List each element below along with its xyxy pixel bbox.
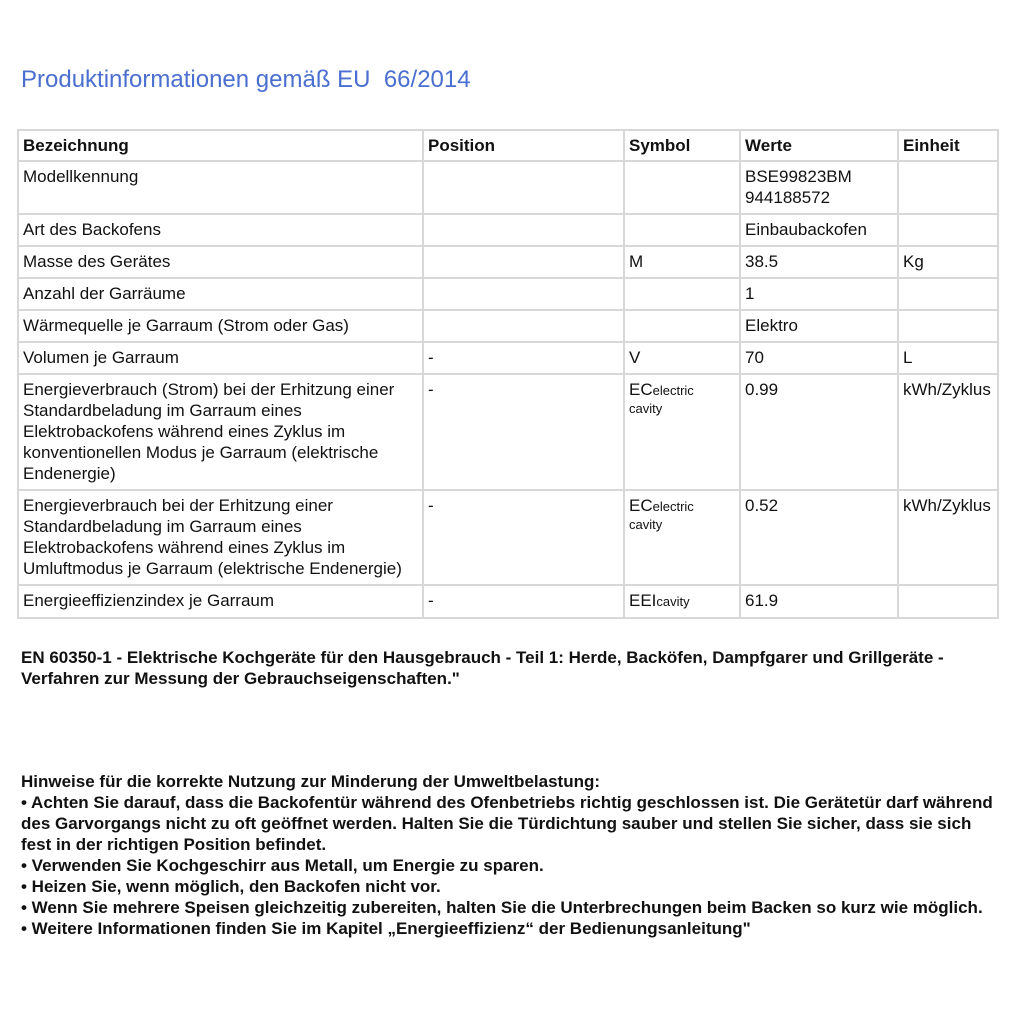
cell-unit [898, 585, 998, 618]
cell-unit [898, 310, 998, 342]
cell-position: - [423, 374, 624, 490]
cell-value: 61.9 [740, 585, 898, 618]
cell-designation: Energieverbrauch (Strom) bei der Erhitzung einer Standardbeladung im Garraum eines Elektrobackofens während eines Zyklus im konventionellen Modus je Garraum (elektrische Endenergie) [18, 374, 423, 490]
cell-value: Elektro [740, 310, 898, 342]
cell-symbol [624, 374, 740, 490]
header-unit: Einheit [898, 130, 998, 161]
cell-symbol: V [624, 342, 740, 374]
cell-position [423, 246, 624, 278]
cell-value: 1 [740, 278, 898, 310]
cell-symbol [624, 585, 740, 618]
cell-value [740, 161, 898, 214]
symbol-subscript: cavity [629, 401, 663, 416]
table-row [18, 161, 998, 214]
cell-unit: Kg [898, 246, 998, 278]
value-model-number: BSE99823BM [745, 167, 852, 186]
header-designation: Bezeichnung [18, 130, 423, 161]
header-symbol: Symbol [624, 130, 740, 161]
table-row [18, 310, 998, 342]
cell-value: 70 [740, 342, 898, 374]
table-row [18, 374, 998, 490]
header-values: Werte [740, 130, 898, 161]
table-row [18, 214, 998, 246]
symbol-subscript: cavity [629, 517, 663, 532]
table-row [18, 246, 998, 278]
cell-position: - [423, 490, 624, 585]
cell-symbol [624, 490, 740, 585]
hint-item: • Heizen Sie, wenn möglich, den Backofen nicht vor. [21, 877, 441, 896]
cell-value: Einbaubackofen [740, 214, 898, 246]
cell-position [423, 214, 624, 246]
cell-designation: Energieverbrauch bei der Erhitzung einer Standardbeladung im Garraum eines Elektrobackofens während eines Zyklus im Umluftmodus je Garraum (elektrische Endenergie) [18, 490, 423, 585]
cell-symbol [624, 278, 740, 310]
product-info-table [17, 129, 999, 619]
symbol-subscript: electric [652, 383, 694, 398]
cell-designation: Anzahl der Garräume [18, 278, 423, 310]
hint-item: • Weitere Informationen finden Sie im Kapitel „Energieeffizienz“ der Bedienungsanleitung" [21, 919, 751, 938]
symbol-main: EC [629, 496, 653, 515]
usage-hints [21, 771, 996, 939]
cell-unit: kWh/Zyklus [898, 490, 998, 585]
cell-symbol [624, 161, 740, 214]
cell-position: - [423, 342, 624, 374]
standard-reference-note: EN 60350-1 - Elektrische Kochgeräte für den Hausgebrauch - Teil 1: Herde, Backöfen, Dampfgarer und Grillgeräte - Verfahren zur Messung der Gebrauchseigenschaften." [21, 648, 944, 688]
cell-position [423, 161, 624, 214]
cell-designation: Modellkennung [18, 161, 423, 214]
cell-designation: Masse des Gerätes [18, 246, 423, 278]
cell-symbol [624, 310, 740, 342]
cell-unit: L [898, 342, 998, 374]
cell-designation: Volumen je Garraum [18, 342, 423, 374]
cell-position: - [423, 585, 624, 618]
symbol-main: EC [629, 380, 653, 399]
hint-item: • Verwenden Sie Kochgeschirr aus Metall, um Energie zu sparen. [21, 856, 544, 875]
table-row [18, 342, 998, 374]
table-row [18, 278, 998, 310]
hints-heading: Hinweise für die korrekte Nutzung zur Minderung der Umweltbelastung: [21, 772, 601, 791]
cell-unit: kWh/Zyklus [898, 374, 998, 490]
page-title: Produktinformationen gemäß EU 66/2014 [21, 66, 471, 93]
cell-symbol: M [624, 246, 740, 278]
cell-unit [898, 161, 998, 214]
cell-position [423, 310, 624, 342]
cell-designation: Art des Backofens [18, 214, 423, 246]
hint-item: • Wenn Sie mehrere Speisen gleichzeitig zubereiten, halten Sie die Unterbrechungen beim Backen so kurz wie möglich. [21, 898, 983, 917]
cell-designation: Energieeffizienzindex je Garraum [18, 585, 423, 618]
cell-value: 0.52 [740, 490, 898, 585]
cell-symbol [624, 214, 740, 246]
cell-unit [898, 214, 998, 246]
cell-value: 38.5 [740, 246, 898, 278]
header-position: Position [423, 130, 624, 161]
table-header-row [18, 130, 998, 161]
cell-position [423, 278, 624, 310]
cell-unit [898, 278, 998, 310]
hint-item: • Achten Sie darauf, dass die Backofentür während des Ofenbetriebs richtig geschlossen ist. Die Gerätetür darf während des Garvorgangs nicht zu oft geöffnet werden. Halten Sie die Türdichtung sauber und stellen Sie sicher, dass sie sich fest in der richtigen Position befindet. [21, 793, 993, 854]
cell-value: 0.99 [740, 374, 898, 490]
symbol-subscript: electric [652, 499, 694, 514]
cell-designation: Wärmequelle je Garraum (Strom oder Gas) [18, 310, 423, 342]
symbol-main: EEI [629, 591, 657, 610]
table-row [18, 490, 998, 585]
value-product-number: 944188572 [745, 188, 831, 207]
symbol-subscript: cavity [656, 594, 690, 609]
table-row [18, 585, 998, 618]
